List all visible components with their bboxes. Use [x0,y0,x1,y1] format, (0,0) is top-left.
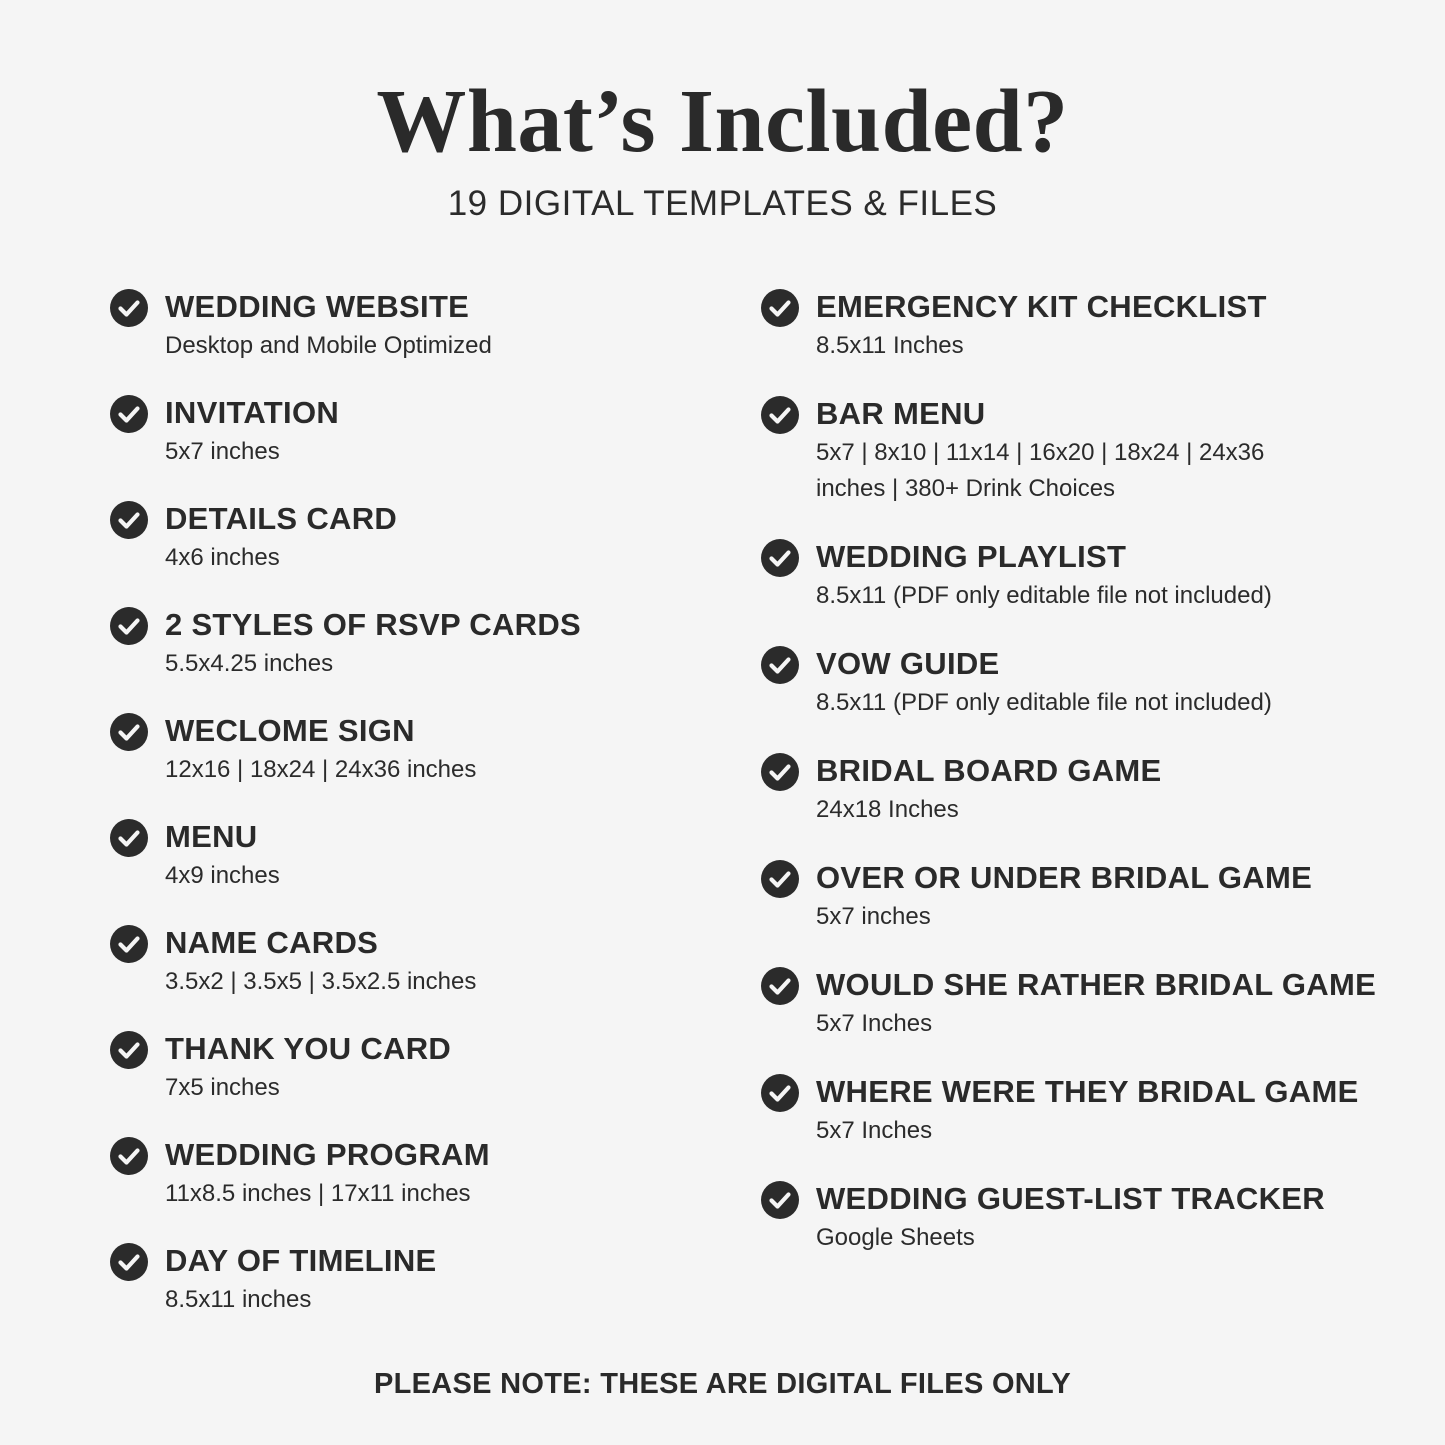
left-item-list [110,286,730,1346]
item-title: NAME CARDS [165,925,379,960]
item-subtitle: 3.5x2 | 3.5x5 | 3.5x2.5 inches [165,968,477,995]
item-subtitle: Desktop and Mobile Optimized [165,332,492,359]
list-item [110,604,730,710]
check-circle-icon [110,289,148,327]
check-circle-icon [761,646,799,684]
item-title: WEDDING PROGRAM [165,1137,490,1172]
item-title: BAR MENU [816,396,986,431]
check-circle-icon [761,860,799,898]
list-item [110,922,730,1028]
check-circle-icon [110,395,148,433]
check-circle-icon [110,925,148,963]
check-circle-icon [761,753,799,791]
check-circle-icon [761,1074,799,1112]
list-item [110,392,730,498]
check-circle-icon [761,289,799,327]
item-title: BRIDAL BOARD GAME [816,753,1162,788]
check-circle-icon [110,819,148,857]
list-item [761,286,1431,364]
list-item [110,1240,730,1346]
check-circle-icon [761,539,799,577]
page-subtitle: 19 DIGITAL TEMPLATES & FILES [447,184,998,223]
item-title: THANK YOU CARD [165,1031,452,1066]
page-title: What’s Included? [376,72,1069,171]
item-title: WHERE WERE THEY BRIDAL GAME [816,1074,1359,1109]
item-title: VOW GUIDE [816,646,1000,681]
list-item [110,286,730,392]
list-item [761,536,1431,614]
item-subtitle: 4x6 inches [165,544,280,571]
list-item [761,1178,1431,1256]
item-subtitle: 5x7 Inches [816,1117,933,1144]
list-item [761,750,1431,828]
digital-files-note: PLEASE NOTE: THESE ARE DIGITAL FILES ONLY [373,1368,1072,1400]
list-item [761,857,1431,935]
item-title: WECLOME SIGN [165,713,415,748]
list-item [110,1028,730,1134]
item-subtitle: 7x5 inches [165,1074,280,1101]
item-title: WEDDING GUEST-LIST TRACKER [816,1181,1325,1216]
check-circle-icon [110,1031,148,1069]
item-subtitle: 11x8.5 inches | 17x11 inches [165,1180,471,1207]
item-subtitle: Google Sheets [816,1224,975,1251]
item-subtitle: 5x7 inches [165,438,280,465]
item-title: DETAILS CARD [165,501,398,536]
item-subtitle: 5.5x4.25 inches [165,650,334,677]
item-title: WEDDING WEBSITE [165,289,470,324]
item-title: 2 STYLES OF RSVP CARDS [165,607,582,642]
list-item [761,393,1431,507]
check-circle-icon [761,1181,799,1219]
item-title: OVER OR UNDER BRIDAL GAME [816,860,1313,895]
item-title: DAY OF TIMELINE [165,1243,437,1278]
list-item [110,1134,730,1240]
right-item-list [761,286,1431,1285]
list-item [110,498,730,604]
item-title: INVITATION [165,395,340,430]
item-subtitle: 8.5x11 (PDF only editable file not included) [816,689,1272,716]
item-title: WOULD SHE RATHER BRIDAL GAME [816,967,1377,1002]
check-circle-icon [110,713,148,751]
check-circle-icon [110,607,148,645]
check-circle-icon [761,396,799,434]
item-title: WEDDING PLAYLIST [816,539,1127,574]
item-subtitle: 5x7 | 8x10 | 11x14 | 16x20 | 18x24 | 24x36 inches | 380+ Drink Choices [816,439,1265,502]
item-subtitle: 5x7 Inches [816,1010,933,1037]
list-item [761,1071,1431,1149]
item-subtitle: 8.5x11 (PDF only editable file not included) [816,582,1272,609]
list-item [761,643,1431,721]
item-subtitle: 8.5x11 Inches [816,332,964,359]
item-subtitle: 24x18 Inches [816,796,959,823]
item-subtitle: 8.5x11 inches [165,1286,312,1313]
item-subtitle: 4x9 inches [165,862,280,889]
list-item [110,816,730,922]
item-subtitle: 12x16 | 18x24 | 24x36 inches [165,756,477,783]
list-item [761,964,1431,1042]
check-circle-icon [110,1243,148,1281]
check-circle-icon [110,1137,148,1175]
list-item [110,710,730,816]
item-title: MENU [165,819,258,854]
check-circle-icon [110,501,148,539]
item-title: EMERGENCY KIT CHECKLIST [816,289,1267,324]
check-circle-icon [761,967,799,1005]
item-subtitle: 5x7 inches [816,903,931,930]
